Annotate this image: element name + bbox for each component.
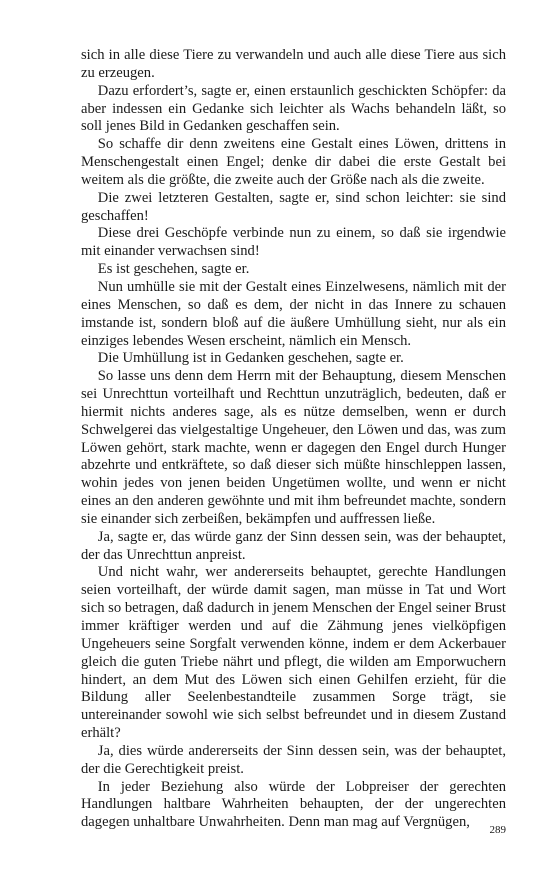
paragraph-1: sich in alle diese Tiere zu verwandeln und auch alle diese Tiere aus sich zu erzeugen. (81, 47, 506, 81)
page-number: 289 (489, 824, 506, 836)
paragraph-4: Die zwei letzteren Gestalten, sagte er, sind schon leichter: sie sind geschaffen! (81, 189, 506, 224)
paragraph-8: Die Umhüllung ist in Gedanken geschehen, sagte er. (97, 350, 404, 367)
paragraph-3: So schaffe dir denn zweitens eine Gestalt eines Löwen, drittens in Menschengestalt einen Engel; denke dir dabei die erste Gestalt bei weitem als die größte, die zweite auch der Größe nach als die zweite. (81, 136, 506, 188)
book-page-body (81, 47, 506, 832)
paragraph-2: Dazu erfordert’s, sagte er, einen erstaunlich geschickten Schöpfer: da aber indessen ein Gedanke sich leichter als Wachs behandeln läßt, so soll jenes Bild in Gedanken geschaffen sein. (81, 82, 506, 135)
paragraph-7: Nun umhülle sie mit der Gestalt eines Einzelwesens, nämlich mit der eines Menschen, so daß es dem, der nicht in das Innere zu schauen imstande ist, sondern bloß auf die äußere Umhüllung sieht, nur als ein einziges lebendes Wesen erscheint, nämlich ein Mensch. (81, 278, 506, 349)
paragraph-11: Und nicht wahr, wer andererseits behauptet, gerechte Handlungen seien vorteilhaft, der würde damit sagen, man müsse in Tat und Wort sich so betragen, daß dadurch in jenem Menschen der Engel seiner Brust immer kräftiger werden und auf die Zähmung jenes vielköpfigen Ungeheuers seine Sorgfalt verwenden könne, indem er dem Ackerbauer gleich die guten Triebe nährt und pflegt, die wilden am Emporwuchern hindert, an dem Mut des Löwen sich einen Gehilfen erzieht, für die Bildung aller Seelenbestandteile zusammen Sorge trägt, sie untereinander sowohl wie sich selbst befreundet und in diesem Zustand erhält? (81, 564, 506, 742)
paragraph-13: In jeder Beziehung also würde der Lobpreiser der gerechten Handlungen haltbare Wahrheiten behaupten, der der ungerechten dagegen unhaltbare Unwahrheiten. Denn man mag auf Vergnügen, (81, 778, 506, 831)
paragraph-10: Ja, sagte er, das würde ganz der Sinn dessen sein, was der behauptet, der das Unrechttun anpreist. (81, 528, 506, 563)
paragraph-5: Diese drei Geschöpfe verbinde nun zu einem, so daß sie irgendwie mit einander verwachsen sind! (81, 225, 506, 260)
paragraph-9: So lasse uns denn dem Herrn mit der Behauptung, diesem Menschen sei Unrechttun vorteilhaft und Rechttun unzuträglich, bedeuten, daß er hiermit nichts anderes sage, als es nütze demselben, wenn er durch Schwelgerei das vielgestaltige Ungeheuer, den Löwen und das, was zum Löwen gehört, stark machte, wenn er dagegen den Engel durch Hunger abzehrte und entkräftete, so daß dieser sich müßte hinschleppen lassen, wohin jedes von jenen beiden Ungetümen wollte, und wenn er nicht eines an den anderen gewöhnte und mit ihm befreundet machte, sondern sie einander sich zerbeißen, bekämpfen und auffressen ließe. (81, 368, 506, 527)
paragraph-6: Es ist geschehen, sagte er. (97, 261, 250, 278)
paragraph-12: Ja, dies würde andererseits der Sinn dessen sein, was der behauptet, der die Gerechtigkeit preist. (81, 742, 506, 777)
